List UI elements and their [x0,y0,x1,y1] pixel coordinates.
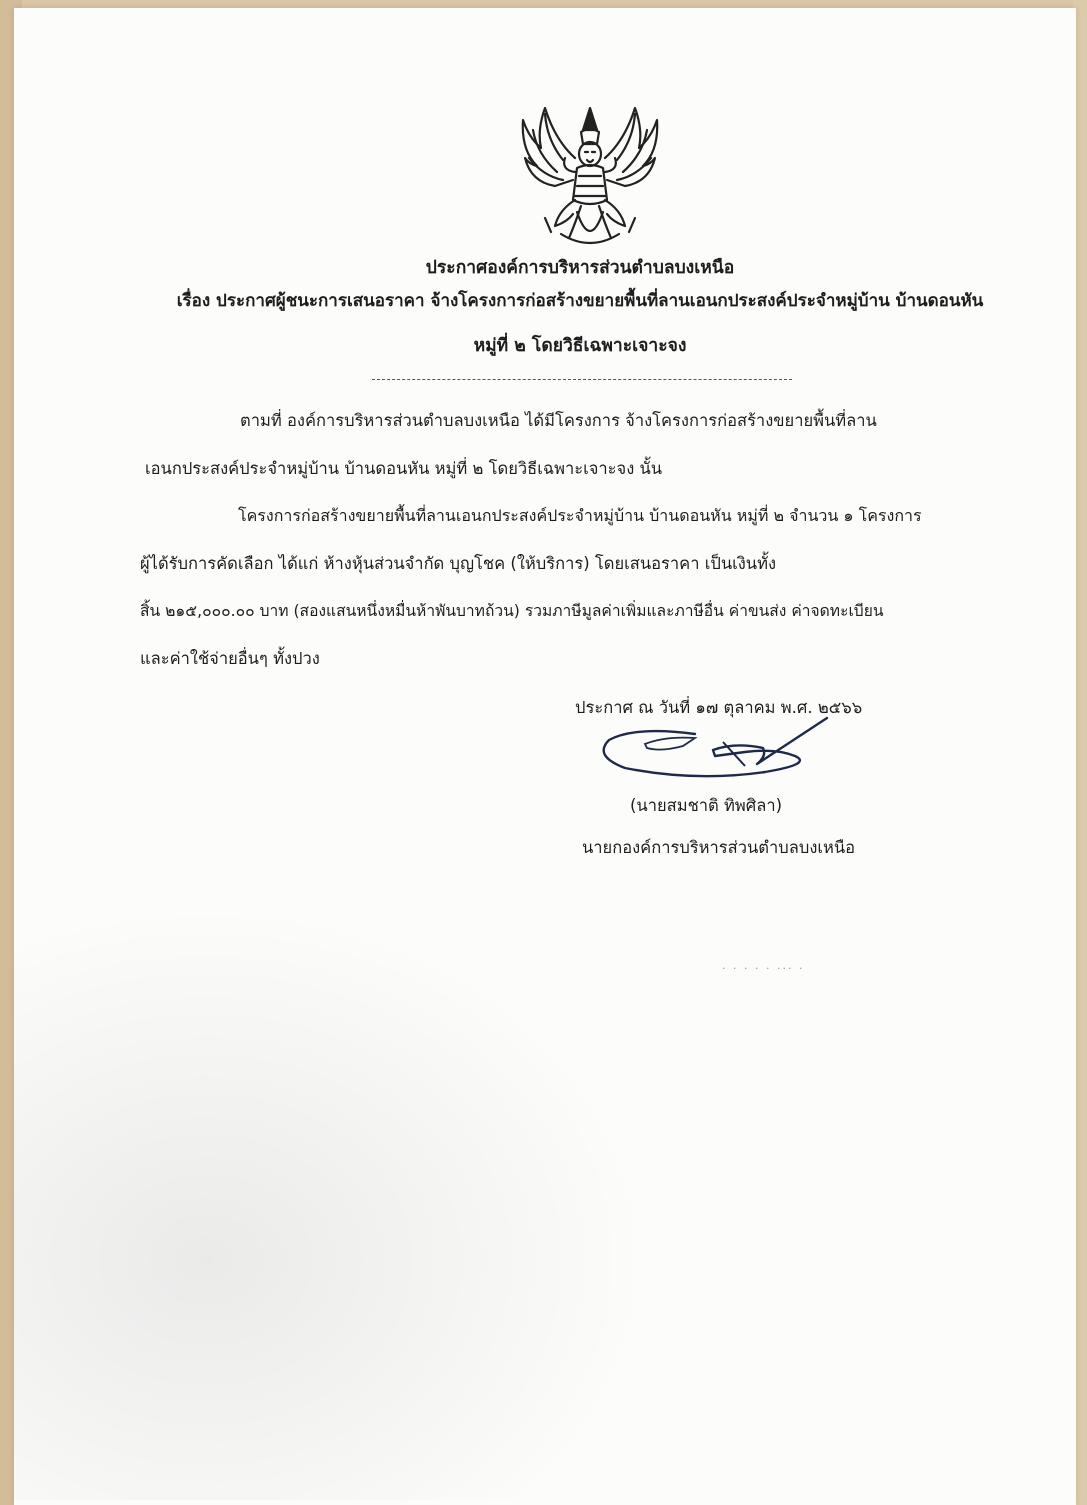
paragraph-1-line-1: ตามที่ องค์การบริหารส่วนตำบลบงเหนือ ได้มีโครงการ จ้างโครงการก่อสร้างขยายพื้นที่ลาน [240,411,877,430]
signatory-name: (นายสมชาติ ทิพศิลา) [630,796,783,815]
signatory-position: นายกองค์การบริหารส่วนตำบลบงเหนือ [582,838,856,857]
announcement-date: ประกาศ ณ วันที่ ๑๗ ตุลาคม พ.ศ. ๒๕๖๖ [575,698,863,717]
paragraph-1-line-2: เอนกประสงค์ประจำหมู่บ้าน บ้านดอนหัน หมู่ที่ ๒ โดยวิธีเฉพาะเจาะจง นั้น [145,459,663,478]
paragraph-2-line-1: โครงการก่อสร้างขยายพื้นที่ลานเอนกประสงค์ประจำหมู่บ้าน บ้านดอนหัน หมู่ที่ ๒ จำนวน ๑ โครงการ [238,506,922,525]
paragraph-2-line-3: สิ้น ๒๑๕,๐๐๐.๐๐ บาท (สองแสนหนึ่งหมื่นห้าพันบาทถ้วน) รวมภาษีมูลค่าเพิ่มและภาษีอื่น ค่าขนส่ง ค่าจดทะเบียน [140,602,884,620]
subject-line-2: หมู่ที่ ๒ โดยวิธีเฉพาะเจาะจง [473,336,687,356]
announcement-title: ประกาศองค์การบริหารส่วนตำบลบงเหนือ [425,258,735,278]
heading-divider [372,379,792,380]
paragraph-2-line-2: ผู้ได้รับการคัดเลือก ได้แก่ ห้างหุ้นส่วนจำกัด บุญโชค (ให้บริการ) โดยเสนอราคา เป็นเงินทั้ง [140,554,777,573]
garuda-emblem-icon [515,100,665,255]
paragraph-2-line-4: และค่าใช้จ่ายอื่นๆ ทั้งปวง [140,649,320,668]
faint-stamp-mark: · · · · · ··· · [722,962,805,975]
handwritten-signature [595,712,835,782]
scan-shadow [14,900,654,1500]
subject-line-1: เรื่อง ประกาศผู้ชนะการเสนอราคา จ้างโครงการก่อสร้างขยายพื้นที่ลานเอนกประสงค์ประจำหมู่บ้าน บ้านดอนหัน [176,291,984,311]
